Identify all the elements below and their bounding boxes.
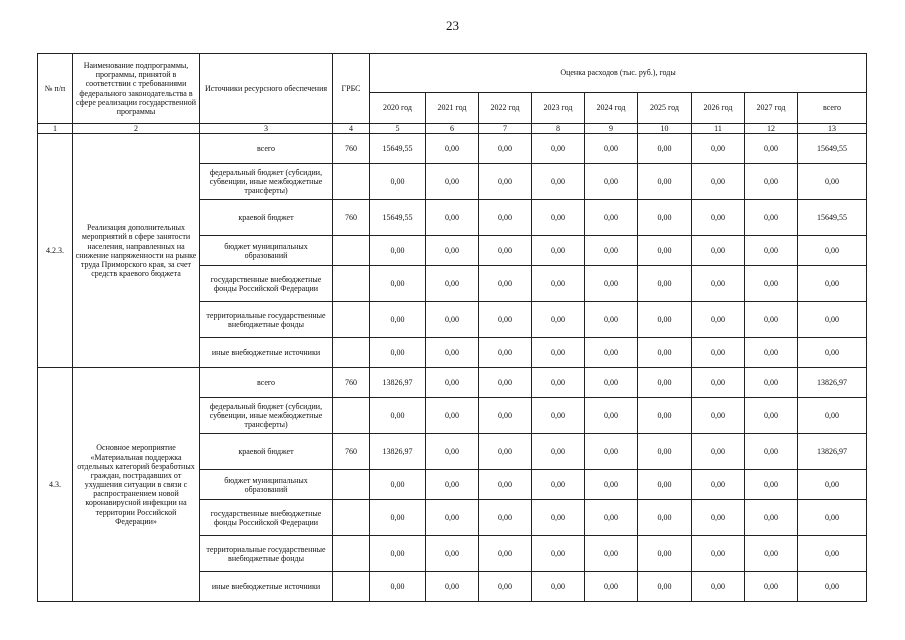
total-value: 0,00 (798, 572, 867, 602)
year-value: 0,00 (479, 134, 532, 164)
column-number: 9 (585, 124, 638, 134)
year-value: 0,00 (479, 302, 532, 338)
header-year: 2023 год (532, 93, 585, 124)
header-col-num: № п/п (38, 54, 73, 124)
year-value: 15649,55 (370, 134, 426, 164)
year-value: 0,00 (532, 572, 585, 602)
year-value: 0,00 (426, 266, 479, 302)
year-value: 0,00 (745, 434, 798, 470)
year-value: 0,00 (692, 302, 745, 338)
year-value: 0,00 (692, 572, 745, 602)
total-value: 0,00 (798, 302, 867, 338)
header-year: 2020 год (370, 93, 426, 124)
year-value: 0,00 (585, 398, 638, 434)
year-value: 0,00 (426, 470, 479, 500)
year-value: 0,00 (532, 500, 585, 536)
grbs-code (333, 500, 370, 536)
year-value: 0,00 (745, 398, 798, 434)
column-number: 8 (532, 124, 585, 134)
year-value: 0,00 (532, 470, 585, 500)
year-value: 0,00 (585, 338, 638, 368)
year-value: 0,00 (585, 134, 638, 164)
item-number: 4.3. (38, 368, 73, 602)
year-value: 0,00 (585, 572, 638, 602)
year-value: 0,00 (479, 500, 532, 536)
year-value: 0,00 (692, 338, 745, 368)
year-value: 0,00 (532, 134, 585, 164)
year-value: 0,00 (692, 470, 745, 500)
year-value: 0,00 (745, 134, 798, 164)
grbs-code (333, 470, 370, 500)
header-year: 2024 год (585, 93, 638, 124)
header-year: 2026 год (692, 93, 745, 124)
year-value: 0,00 (638, 536, 692, 572)
grbs-code (333, 236, 370, 266)
total-value: 0,00 (798, 266, 867, 302)
header-col-name: Наименование подпрограммы, программы, принятой в соответствии с требованиями федерального законодательства в сфере реализации государственной программы (73, 54, 200, 124)
year-value: 0,00 (638, 368, 692, 398)
year-value: 0,00 (745, 500, 798, 536)
funding-source: государственные внебюджетные фонды Российской Федерации (200, 266, 333, 302)
year-value: 0,00 (692, 266, 745, 302)
column-numbers-row (38, 124, 867, 134)
year-value: 0,00 (370, 302, 426, 338)
year-value: 0,00 (745, 368, 798, 398)
grbs-code (333, 572, 370, 602)
year-value: 15649,55 (370, 200, 426, 236)
item-name: Реализация дополнительных мероприятий в сфере занятости населения, направленных на снижение напряженности на рынке труда Приморского края, за счет средств краевого бюджета (73, 134, 200, 368)
year-value: 0,00 (479, 470, 532, 500)
grbs-code (333, 398, 370, 434)
header-col-grbs: ГРБС (333, 54, 370, 124)
year-value: 0,00 (532, 266, 585, 302)
year-value: 0,00 (479, 536, 532, 572)
year-value: 0,00 (585, 434, 638, 470)
total-value: 0,00 (798, 236, 867, 266)
funding-source: территориальные государственные внебюджетные фонды (200, 536, 333, 572)
funding-source: краевой бюджет (200, 200, 333, 236)
year-value: 0,00 (370, 572, 426, 602)
year-value: 0,00 (479, 266, 532, 302)
year-value: 0,00 (692, 434, 745, 470)
column-number: 1 (38, 124, 73, 134)
grbs-code: 760 (333, 434, 370, 470)
year-value: 0,00 (479, 164, 532, 200)
total-value: 0,00 (798, 536, 867, 572)
year-value: 0,00 (585, 164, 638, 200)
year-value: 0,00 (479, 434, 532, 470)
grbs-code (333, 338, 370, 368)
year-value: 0,00 (745, 536, 798, 572)
year-value: 0,00 (426, 536, 479, 572)
year-value: 0,00 (585, 500, 638, 536)
year-value: 0,00 (585, 302, 638, 338)
year-value: 0,00 (692, 200, 745, 236)
column-number: 10 (638, 124, 692, 134)
year-value: 0,00 (638, 302, 692, 338)
year-value: 0,00 (745, 572, 798, 602)
year-value: 0,00 (638, 572, 692, 602)
year-value: 0,00 (585, 368, 638, 398)
year-value: 0,00 (638, 398, 692, 434)
header-year: 2025 год (638, 93, 692, 124)
year-value: 0,00 (638, 434, 692, 470)
year-value: 0,00 (370, 338, 426, 368)
year-value: 0,00 (370, 470, 426, 500)
total-value: 0,00 (798, 164, 867, 200)
year-value: 0,00 (745, 266, 798, 302)
year-value: 0,00 (426, 338, 479, 368)
year-value: 0,00 (479, 200, 532, 236)
column-number: 13 (798, 124, 867, 134)
year-value: 0,00 (426, 164, 479, 200)
year-value: 0,00 (426, 434, 479, 470)
total-value: 13826,97 (798, 368, 867, 398)
grbs-code (333, 164, 370, 200)
year-value: 0,00 (426, 398, 479, 434)
header-col-estimate: Оценка расходов (тыс. руб.), годы (370, 54, 867, 93)
funding-source: территориальные государственные внебюджетные фонды (200, 302, 333, 338)
year-value: 0,00 (745, 470, 798, 500)
year-value: 0,00 (638, 134, 692, 164)
grbs-code: 760 (333, 134, 370, 164)
year-value: 0,00 (585, 200, 638, 236)
total-value: 0,00 (798, 470, 867, 500)
header-year-total: всего (798, 93, 867, 124)
year-value: 0,00 (692, 398, 745, 434)
year-value: 0,00 (426, 302, 479, 338)
table-row (38, 368, 867, 398)
funding-source: всего (200, 368, 333, 398)
year-value: 0,00 (426, 236, 479, 266)
column-number: 4 (333, 124, 370, 134)
year-value: 0,00 (532, 368, 585, 398)
header-row-top (38, 54, 867, 93)
column-number: 5 (370, 124, 426, 134)
funding-source: всего (200, 134, 333, 164)
year-value: 0,00 (692, 134, 745, 164)
year-value: 13826,97 (370, 368, 426, 398)
year-value: 0,00 (479, 338, 532, 368)
year-value: 0,00 (638, 236, 692, 266)
grbs-code (333, 302, 370, 338)
year-value: 0,00 (532, 164, 585, 200)
year-value: 0,00 (745, 236, 798, 266)
year-value: 0,00 (692, 536, 745, 572)
year-value: 0,00 (745, 302, 798, 338)
year-value: 0,00 (638, 338, 692, 368)
year-value: 0,00 (638, 200, 692, 236)
column-number: 12 (745, 124, 798, 134)
year-value: 0,00 (745, 200, 798, 236)
column-number: 3 (200, 124, 333, 134)
total-value: 0,00 (798, 338, 867, 368)
year-value: 0,00 (532, 536, 585, 572)
funding-source: бюджет муниципальных образований (200, 236, 333, 266)
budget-table (37, 53, 867, 602)
year-value: 0,00 (692, 500, 745, 536)
year-value: 0,00 (370, 500, 426, 536)
header-year: 2027 год (745, 93, 798, 124)
funding-source: государственные внебюджетные фонды Российской Федерации (200, 500, 333, 536)
year-value: 0,00 (638, 470, 692, 500)
year-value: 0,00 (638, 164, 692, 200)
year-value: 0,00 (479, 398, 532, 434)
grbs-code: 760 (333, 368, 370, 398)
column-number: 7 (479, 124, 532, 134)
funding-source: федеральный бюджет (субсидии, субвенции, иные межбюджетные трансферты) (200, 398, 333, 434)
year-value: 0,00 (532, 200, 585, 236)
total-value: 15649,55 (798, 134, 867, 164)
funding-source: иные внебюджетные источники (200, 338, 333, 368)
header-year: 2021 год (426, 93, 479, 124)
year-value: 0,00 (745, 164, 798, 200)
year-value: 0,00 (692, 368, 745, 398)
year-value: 0,00 (370, 164, 426, 200)
year-value: 0,00 (692, 236, 745, 266)
year-value: 0,00 (479, 572, 532, 602)
grbs-code (333, 266, 370, 302)
item-number: 4.2.3. (38, 134, 73, 368)
year-value: 0,00 (745, 338, 798, 368)
year-value: 0,00 (370, 536, 426, 572)
year-value: 0,00 (370, 266, 426, 302)
year-value: 0,00 (426, 368, 479, 398)
year-value: 0,00 (638, 266, 692, 302)
year-value: 0,00 (370, 236, 426, 266)
column-number: 2 (73, 124, 200, 134)
column-number: 11 (692, 124, 745, 134)
year-value: 0,00 (532, 434, 585, 470)
header-year: 2022 год (479, 93, 532, 124)
year-value: 0,00 (479, 236, 532, 266)
year-value: 0,00 (585, 470, 638, 500)
year-value: 0,00 (479, 368, 532, 398)
year-value: 0,00 (532, 302, 585, 338)
table-body (38, 134, 867, 602)
year-value: 0,00 (426, 134, 479, 164)
page-number: 23 (446, 18, 459, 33)
funding-source: бюджет муниципальных образований (200, 470, 333, 500)
year-value: 0,00 (638, 500, 692, 536)
year-value: 0,00 (585, 266, 638, 302)
total-value: 0,00 (798, 500, 867, 536)
year-value: 0,00 (426, 200, 479, 236)
year-value: 0,00 (426, 572, 479, 602)
funding-source: иные внебюджетные источники (200, 572, 333, 602)
header-col-source: Источники ресурсного обеспечения (200, 54, 333, 124)
table-row (38, 134, 867, 164)
year-value: 0,00 (532, 236, 585, 266)
year-value: 0,00 (532, 398, 585, 434)
funding-source: краевой бюджет (200, 434, 333, 470)
funding-source: федеральный бюджет (субсидии, субвенции, иные межбюджетные трансферты) (200, 164, 333, 200)
year-value: 0,00 (532, 338, 585, 368)
column-number: 6 (426, 124, 479, 134)
year-value: 0,00 (585, 536, 638, 572)
total-value: 13826,97 (798, 434, 867, 470)
total-value: 0,00 (798, 398, 867, 434)
item-name: Основное мероприятие «Материальная поддержка отдельных категорий безработных граждан, пострадавших от ухудшения ситуации в связи с распространением новой коронавирусной инфекции на территории Российской Федерации» (73, 368, 200, 602)
year-value: 0,00 (370, 398, 426, 434)
total-value: 15649,55 (798, 200, 867, 236)
grbs-code (333, 536, 370, 572)
year-value: 0,00 (585, 236, 638, 266)
year-value: 0,00 (692, 164, 745, 200)
year-value: 0,00 (426, 500, 479, 536)
year-value: 13826,97 (370, 434, 426, 470)
grbs-code: 760 (333, 200, 370, 236)
